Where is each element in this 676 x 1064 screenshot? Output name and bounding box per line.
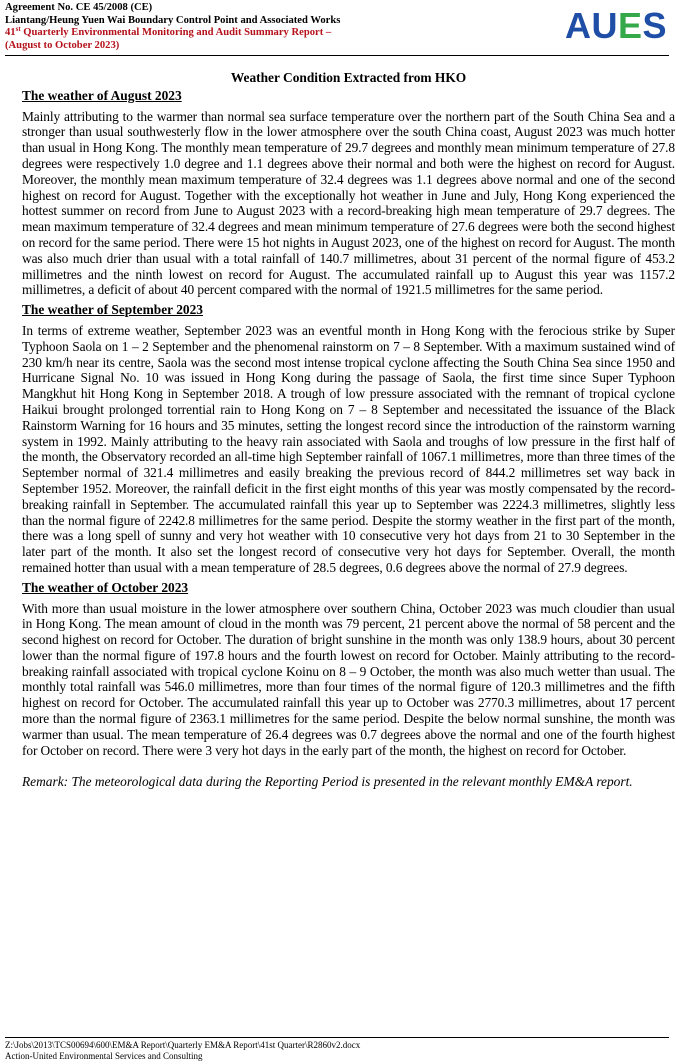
section-heading-august: The weather of August 2023 [22, 87, 182, 103]
footer-file-path: Z:\Jobs\2013\TCS00694\600\EM&A Report\Quarterly EM&A Report\41st Quarter\R2860v2.docx [5, 1040, 361, 1050]
report-title [5, 27, 340, 40]
report-number: 41 [5, 27, 16, 39]
header-divider [5, 55, 669, 56]
section-body-september: In terms of extreme weather, September 2023 was an eventful month in Hong Kong with the ferocious strike by Super Typhoon Saola on 1 – 2 September and the phenomenal rainstorm on 7 – 8 September. With a maximum sustained wind of 230 km/h near its centre, Saola was the second most intense tropical cyclone affecting the South China Sea since 1950 and Hurricane Signal No. 10 was issued in Hong Kong during the passage of Saola, the first time since Super Typhoon Mangkhut hit Hong Kong in September 2018. A trough of low pressure associated with the remnant of tropical cyclone Haikui brought prolonged torrential rain to Hong Kong on 7 – 8 September and necessitated the issuance of the Black Rainstorm Warning for 16 hours and 35 minutes, setting the longest record since the introduction of the rainstorm warning system in 1992. Mainly attributing to the heavy rain associated with Saola and troughs of low pressure in the first half of the month, the Observatory recorded an all-time high September rainfall of 1067.1 millimetres, more than three times of the September normal of 321.4 millimetres and easily breaking the previous record of 844.2 millimetres set way back in September 1952. Moreover, the rainfall deficit in the first eight months of this year was mostly compensated by the record-breaking rainfall in September. The accumulated rainfall this year up to September was 2224.3 millimetres, slightly less than the normal figure of 2242.8 millimetres for the same period. Despite the stormy weather in the first part of the month, there was a long spell of sunny and very hot weather with 10 consecutive very hot days from 21 to 30 September in the later part of the month. It also set the longest record of consecutive very hot days for September. Overall, the month remained hotter than usual with a mean temperature of 28.5 degrees, 0.6 degrees above the normal of 27.9 degrees. [22, 322, 675, 575]
document-body [22, 66, 675, 790]
report-period: (August to October 2023) [5, 39, 120, 51]
logo-text-au: AU [564, 5, 618, 46]
section-heading-september: The weather of September 2023 [22, 302, 203, 318]
report-title-rest: Quarterly Environmental Monitoring and Audit Summary Report – [20, 27, 332, 39]
section-heading-october: The weather of October 2023 [22, 579, 189, 595]
page-header [5, 2, 669, 54]
section-body-october: With more than usual moisture in the lower atmosphere over southern China, October 2023 was much cloudier than usual in Hong Kong. The mean amount of cloud in the month was 79 percent, 21 percent above the normal of 58 percent and the second highest on record for October. The duration of bright sunshine in the month was only 138.9 hours, about 30 percent lower than the normal figure of 197.8 hours and the fourth lowest on record for October. Mainly attributing to the record-breaking rainfall associated with tropical cyclone Koinu on 8 – 9 October, the month was also much wetter than usual. The monthly total rainfall was 546.0 millimetres, more than four times of the normal figure of 120.3 millimetres and the fifth highest on record for October. The accumulated rainfall this year up to October was 2770.3 millimetres, about 17 percent more than the normal figure of 2363.1 millimetres for the same period. Despite the below normal sunshine, the month was warmer than usual. The mean temperature of 26.4 degrees was 0.7 degrees above the normal and one of the fourth highest for October on record. There were 3 very hot days in the early part of the month, the highest on record for October. [22, 600, 675, 758]
page-title: Weather Condition Extracted from HKO [230, 70, 467, 85]
logo-text-s: S [642, 5, 667, 46]
project-title: Liantang/Heung Yuen Wai Boundary Control Point and Associated Works [5, 14, 341, 26]
section-august [22, 88, 675, 298]
footer-company: Action-United Environmental Services and Consulting [5, 1051, 203, 1061]
section-september [22, 302, 675, 576]
section-body-august: Mainly attributing to the warmer than normal sea surface temperature over the northern part of the South China Sea and a stronger than usual southwesterly flow in the lower atmosphere over the south China coast, August 2023 was much hotter than usual in Hong Kong. The monthly mean temperature of 29.7 degrees and monthly mean minimum temperature of 27.8 degrees were respectively 1.0 degree and 1.1 degrees above their normal and both were the highest on record for August. Moreover, the monthly mean maximum temperature of 32.4 degrees was 1.1 degrees above normal and one of the second highest on record for August. Together with the exceptionally hot weather in June and July, Hong Kong experienced the hottest summer on record from June to August 2023 with a record-breaking high mean temperature of 29.7 degrees. The mean maximum temperature of 32.4 degrees and mean minimum temperature of 27.6 degrees were both the second highest on record for the same period. There were 15 hot nights in August 2023, one of the highest on record for August. The month was also much drier than usual with a total rainfall of 140.7 millimetres, about 31 percent of the normal figure of 453.2 millimetres and the ninth lowest on record for August. The accumulated rainfall up to August this year was 1157.2 millimetres, a deficit of about 40 percent compared with the normal of 1921.5 millimetres for the same period. [22, 108, 675, 298]
page-footer [5, 1040, 669, 1062]
agreement-number: Agreement No. CE 45/2008 (CE) [5, 2, 153, 13]
aues-logo [565, 6, 667, 46]
footer-divider [5, 1037, 669, 1038]
header-text [5, 2, 340, 52]
section-october [22, 580, 675, 759]
logo-text-e: E [617, 5, 643, 46]
report-number-ordinal: st [15, 25, 21, 34]
remark-note: Remark: The meteorological data during the Reporting Period is presented in the relevant monthly EM&A report. [22, 774, 633, 790]
